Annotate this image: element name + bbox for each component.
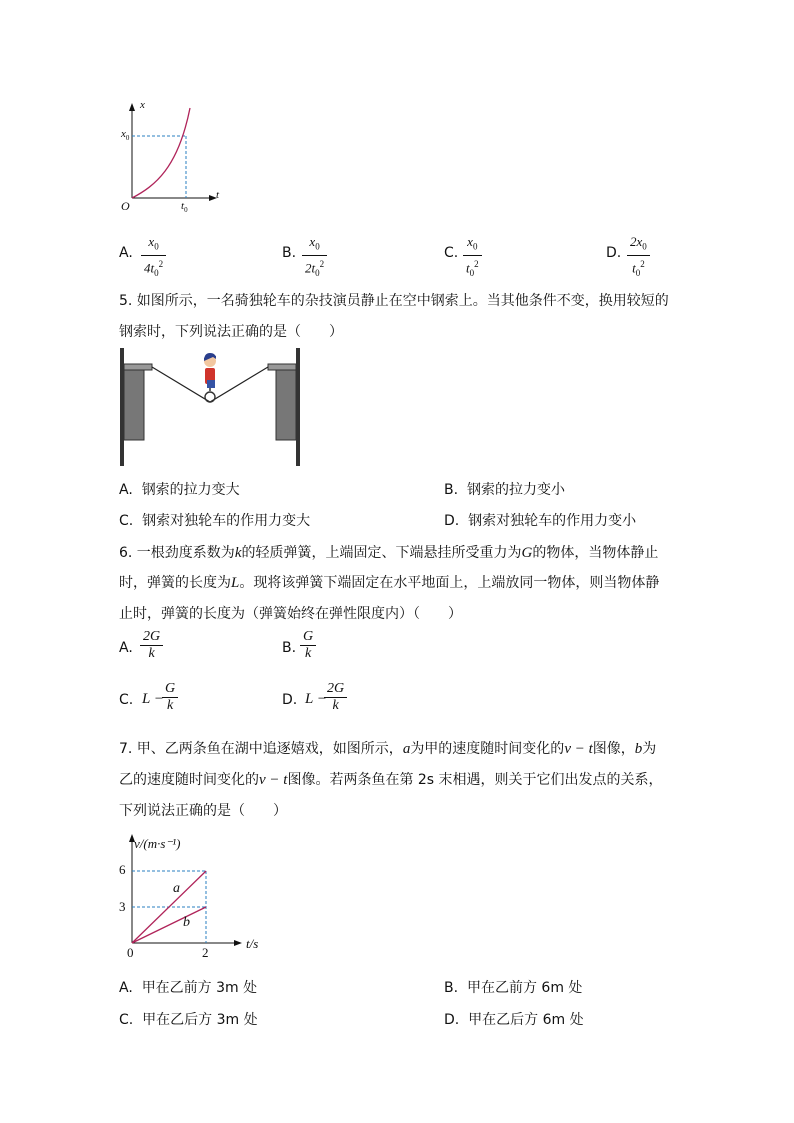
q4-option-b-letter: B. [282,245,297,261]
vt-x-tick-0: 0 [127,945,134,960]
q7-option-b[interactable]: B. 甲在乙前方 6m 处 [444,980,583,996]
q5-stem-line2: 钢索时，下列说法正确的是（ ） [119,324,343,340]
q6-option-a-fraction[interactable]: $\frac{2G}{k}$ [140,629,163,662]
x-axis-label-y: x [140,99,145,111]
t-axis-label: t [216,189,220,201]
q4-option-a-fraction[interactable]: $\frac{x_0}{4t_0^2}$ [141,234,166,281]
q5-option-a[interactable]: A. 钢索的拉力变大 [119,482,240,498]
q5-option-d[interactable]: D. 钢索对独轮车的作用力变小 [444,513,637,529]
vt-y-tick-3: 3 [119,899,126,914]
vt-line-a-label: a [173,881,180,896]
q4-option-d-letter: D. [606,245,622,261]
vt-y-tick-6: 6 [119,862,126,877]
unicycle-tightrope-figure [118,346,304,470]
q7-stem-line3: 下列说法正确的是（ ） [119,803,287,819]
q7-stem-line2: 乙的速度随时间变化的v − t图像。若两条鱼在第 2s 末相遇，则关于它们出发点的关系， [119,772,663,788]
q4-option-c-fraction[interactable]: $\frac{x_0}{t_0^2}$ [463,234,482,281]
vt-x-axis-label: t/s [246,936,259,951]
q4-option-d-fraction[interactable]: $\frac{2x_0}{t_0^2}$ [627,234,650,281]
q5-stem-line1: 5. 如图所示，一名骑独轮车的杂技演员静止在空中钢索上。当其他条件不变，换用较短的 [119,293,669,309]
vt-x-tick-2: 2 [202,945,209,960]
q6-option-c-prefix: L − [142,691,164,707]
q6-option-c-fraction[interactable]: $\frac{G}{k}$ [162,681,178,714]
origin-label: O [121,199,130,213]
q6-option-b-fraction[interactable]: $\frac{G}{k}$ [300,629,316,662]
q6-stem-line3: 止时，弹簧的长度为（弹簧始终在弹性限度内）（ ） [119,606,462,622]
q6-stem-line2: 时，弹簧的长度为L。现将该弹簧下端固定在水平地面上，上端放同一物体，则当物体静 [119,575,660,591]
q7-stem-line1: 7. 甲、乙两条鱼在湖中追逐嬉戏，如图所示，a为甲的速度随时间变化的v − t图像，b为 [119,741,657,757]
q5-option-b[interactable]: B. 钢索的拉力变小 [444,482,565,498]
q6-option-a-letter: A. [119,640,133,656]
vt-line-b-label: b [183,915,190,930]
vt-y-axis-label: v/(m·s⁻¹) [134,836,181,851]
q4-option-a-letter: A. [119,245,133,261]
q7-option-d[interactable]: D. 甲在乙后方 6m 处 [444,1012,584,1028]
q4-option-c-letter: C. [444,245,459,261]
q5-option-c[interactable]: C. 钢索对独轮车的作用力变大 [119,513,311,529]
q7-option-a[interactable]: A. 甲在乙前方 3m 处 [119,980,258,996]
q4-option-b-fraction[interactable]: $\frac{x_0}{2t_0^2}$ [302,234,327,281]
q6-option-d-letter: D. [282,692,298,708]
q6-option-c-letter: C. [119,692,134,708]
t0-mark: $t_0$ [181,200,188,215]
q6-option-d-prefix: L − [305,691,327,707]
q6-option-b-letter: B. [282,640,297,656]
x0-mark: $x_0$ [121,128,130,143]
q6-option-d-fraction[interactable]: $\frac{2G}{k}$ [324,681,347,714]
q6-stem-line1: 6. 一根劲度系数为k的轻质弹簧，上端固定、下端悬挂所受重力为G的物体，当物体静止 [119,545,659,561]
q7-option-c[interactable]: C. 甲在乙后方 3m 处 [119,1012,258,1028]
